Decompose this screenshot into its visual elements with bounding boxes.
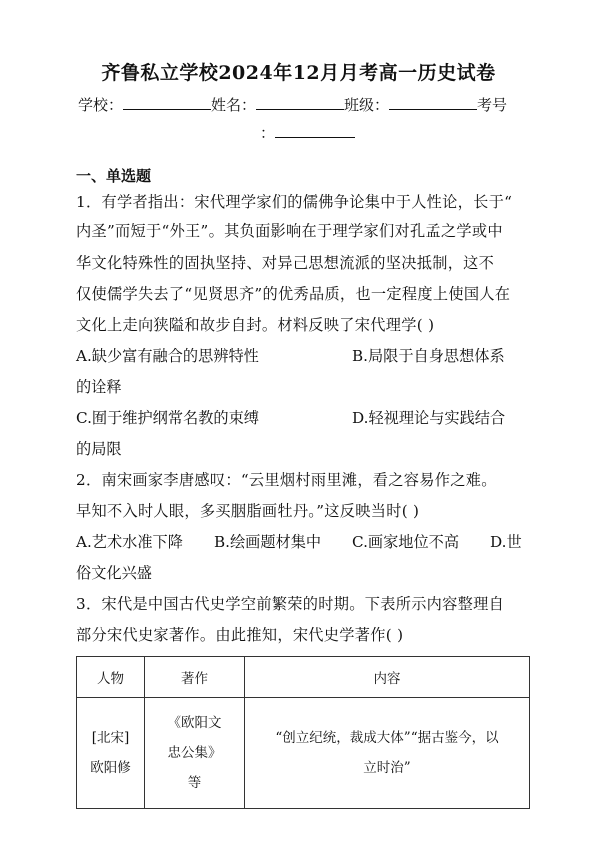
page-title: 齐鲁私立学校2024年12月月考高一历史试卷: [101, 62, 496, 84]
student-number-row: [260, 122, 355, 143]
school-blank: [123, 95, 211, 110]
work-line: 《欧阳文: [167, 715, 222, 731]
q2-line: 早知不入时人眼，多买胭脂画牡丹。”这反映当时( ): [76, 502, 420, 520]
q1-line: 华文化特殊性的固执坚持、对异己思想流派的坚决抵制，这不: [76, 254, 495, 272]
q1-option-d-continued: 的局限: [76, 440, 122, 458]
table-row: [77, 698, 530, 809]
table-header-work: 著作: [145, 657, 245, 698]
q2-option-d: D.世: [490, 533, 522, 551]
q1-option-b: B.局限于自身思想体系: [352, 347, 505, 365]
name-blank: [256, 95, 344, 110]
number-colon: ：: [260, 124, 276, 142]
work-line: 等: [187, 775, 202, 791]
q1-option-a: A.缺少富有融合的思辨特性: [76, 347, 259, 365]
work-line: 忠公集》: [167, 745, 222, 761]
content-line: “创立纪统，裁成大体”“据古鉴今，以: [275, 730, 499, 746]
number-label: 考号: [477, 96, 508, 114]
person-name: 欧阳修: [90, 760, 131, 776]
table-header-person: 人物: [77, 657, 145, 698]
student-info-row: [78, 94, 507, 115]
class-label: 班级：: [344, 96, 390, 114]
name-label: 姓名：: [211, 96, 257, 114]
table-header-content: 内容: [245, 657, 530, 698]
q2-option-b: B.绘画题材集中: [214, 533, 322, 551]
school-label: 学校：: [78, 96, 124, 114]
number-blank: [275, 123, 355, 138]
q1-option-d: D.轻视理论与实践结合: [352, 409, 506, 427]
q3-line: 3．宋代是中国古代史学空前繁荣的时期。下表所示内容整理自: [76, 595, 505, 613]
q2-option-d-continued: 俗文化兴盛: [76, 564, 152, 582]
q1-line: 仅使儒学失去了“见贤思齐”的优秀品质，也一定程度上使国人在: [76, 285, 511, 303]
class-blank: [389, 95, 477, 110]
q2-option-a: A.艺术水准下降: [76, 533, 183, 551]
table-header-row: [77, 657, 530, 698]
source-table: [76, 656, 530, 809]
q2-option-c: C.画家地位不高: [352, 533, 460, 551]
q1-option-c: C.囿于维护纲常名教的束缚: [76, 409, 259, 427]
section-heading: 一、单选题: [76, 167, 152, 185]
q3-line: 部分宋代史家著作。由此推知，宋代史学著作( ): [76, 626, 404, 644]
q1-line: 文化上走向狭隘和故步自封。材料反映了宋代理学( ): [76, 316, 435, 334]
table-cell-person: [77, 698, 145, 809]
q1-option-b-continued: 的诠释: [76, 378, 122, 396]
person-dynasty: [北宋]: [91, 730, 130, 746]
content-line: 立时治”: [363, 760, 411, 776]
q1-line: 1．有学者指出：宋代理学家们的儒佛争论集中于人性论，长于“: [76, 193, 513, 211]
q1-line: 内圣”而短于“外王”。其负面影响在于理学家们对孔孟之学或中: [76, 222, 503, 240]
table-cell-work: [145, 698, 245, 809]
table-cell-content: [245, 698, 530, 809]
q2-line: 2．南宋画家李唐感叹：“云里烟村雨里滩，看之容易作之难。: [76, 471, 497, 489]
